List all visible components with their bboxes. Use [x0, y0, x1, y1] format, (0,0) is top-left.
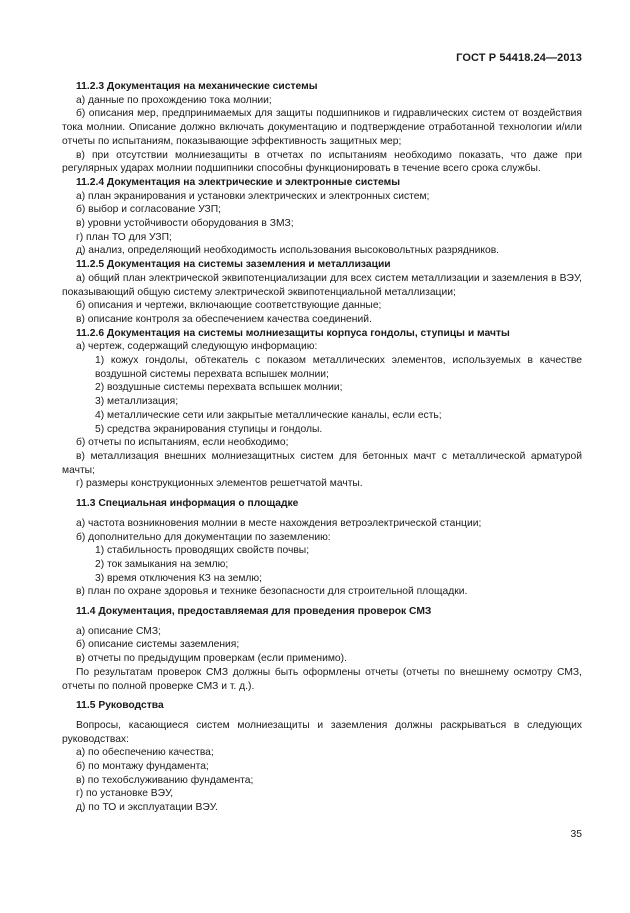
list-item: в) по техобслуживанию фундамента;: [76, 774, 254, 786]
section-11-2-4-title: 11.2.4 Документация на электрические и электронные системы: [76, 176, 401, 188]
list-item: б) отчеты по испытаниям, если необходимо;: [76, 437, 289, 449]
sub-list-item: 2) ток замыкания на землю;: [95, 558, 229, 570]
list-item: б) по монтажу фундамента;: [76, 761, 209, 773]
list-item: б) дополнительно для документации по заземлению:: [76, 531, 331, 543]
sub-list-item: 2) воздушные системы перехвата вспышек молнии;: [95, 382, 343, 394]
list-item: а) описание СМЗ;: [76, 625, 161, 637]
section-11-5-title: 11.5 Руководства: [76, 700, 164, 712]
list-item: г) по установке ВЭУ,: [76, 788, 174, 800]
page-number: 35: [570, 829, 582, 840]
list-item: в) описание контроля за обеспечением качества соединений.: [76, 313, 372, 325]
list-item: д) по ТО и эксплуатации ВЭУ.: [76, 802, 218, 814]
list-item: д) анализ, определяющий необходимость использования высоковольтных разрядников.: [76, 245, 500, 257]
sub-list-item: 5) средства экранирования ступицы и гондолы.: [95, 423, 323, 435]
sub-list-item: 3) время отключения КЗ на землю;: [95, 572, 263, 584]
sub-list-item: 3) металлизация;: [95, 396, 179, 408]
note-paragraph: По результатам проверок СМЗ должны быть оформлены отчеты (отчеты по внешнему осмотру СМЗ, отчеты по полной проверке СМЗ и т. д.).: [62, 666, 582, 692]
sub-list-item: 4) металлические сети или закрытые металлические каналы, если есть;: [95, 409, 442, 421]
section-11-4-title: 11.4 Документация, предоставляемая для проведения проверок СМЗ: [76, 606, 432, 618]
list-item: в) отчеты по предыдущим проверкам (если применимо).: [76, 653, 347, 665]
list-item: а) данные по прохождению тока молнии;: [76, 94, 272, 106]
list-item: б) описания и чертежи, включающие соответствующие данные;: [76, 300, 382, 312]
list-item: в) план по охране здоровья и технике безопасности для строительной площадки.: [76, 586, 468, 598]
section-11-2-5-title: 11.2.5 Документация на системы заземления и металлизации: [76, 259, 391, 271]
intro-paragraph: Вопросы, касающиеся систем молниезащиты и заземления должны раскрываться в следующих руководствах:: [62, 719, 582, 745]
list-item: а) общий план электрической эквипотенциализации для всех систем металлизации и заземления в ВЭУ, показывающий общую систему электрической эквипотенциальной металлизации;: [62, 272, 582, 298]
list-item: г) размеры конструкционных элементов решетчатой мачты.: [76, 478, 363, 490]
list-item: б) выбор и согласование УЗП;: [76, 204, 222, 216]
section-11-2-6-title: 11.2.6 Документация на системы молниезащиты корпуса гондолы, ступицы и мачты: [76, 327, 510, 339]
list-item: а) чертеж, содержащий следующую информацию:: [76, 341, 318, 353]
section-11-3-title: 11.3 Специальная информация о площадке: [76, 498, 299, 510]
list-item: а) план экранирования и установки электрических и электронных систем;: [76, 190, 430, 202]
list-item: в) металлизация внешних молниезащитных систем для бетонных мачт с металлической арматурой мачты;: [62, 450, 582, 476]
list-item: в) при отсутствии молниезащиты в отчетах по испытаниям необходимо показать, что даже при регулярных ударах молнии подшипники способны функционировать в течение всего срока службы.: [62, 149, 582, 175]
list-item: в) уровни устойчивости оборудования в ЗМЗ;: [76, 218, 294, 230]
list-item: б) описание системы заземления;: [76, 639, 240, 651]
section-11-2-3-title: 11.2.3 Документация на механические системы: [76, 81, 318, 92]
sub-list-item: 1) кожух гондолы, обтекатель с показом металлических элементов, используемых в качестве воздушной системы перехвата вспышек молнии;: [95, 355, 582, 380]
body-text: [62, 80, 582, 815]
list-item: б) описания мер, предпринимаемых для защиты подшипников и гидравлических систем от воздействия тока молнии. Описание должно включать документацию и подтверждение отработанной технологии и/или отчеты по испытаниям, показывающие эффективность защитных мер;: [62, 108, 582, 147]
list-item: а) частота возникновения молнии в месте нахождения ветроэлектрической станции;: [76, 517, 482, 529]
list-item: а) по обеспечению качества;: [76, 747, 214, 759]
sub-list-item: 1) стабильность проводящих свойств почвы;: [95, 545, 310, 557]
standard-code: ГОСТ Р 54418.24—2013: [456, 52, 582, 64]
list-item: г) план ТО для УЗП;: [76, 231, 172, 243]
